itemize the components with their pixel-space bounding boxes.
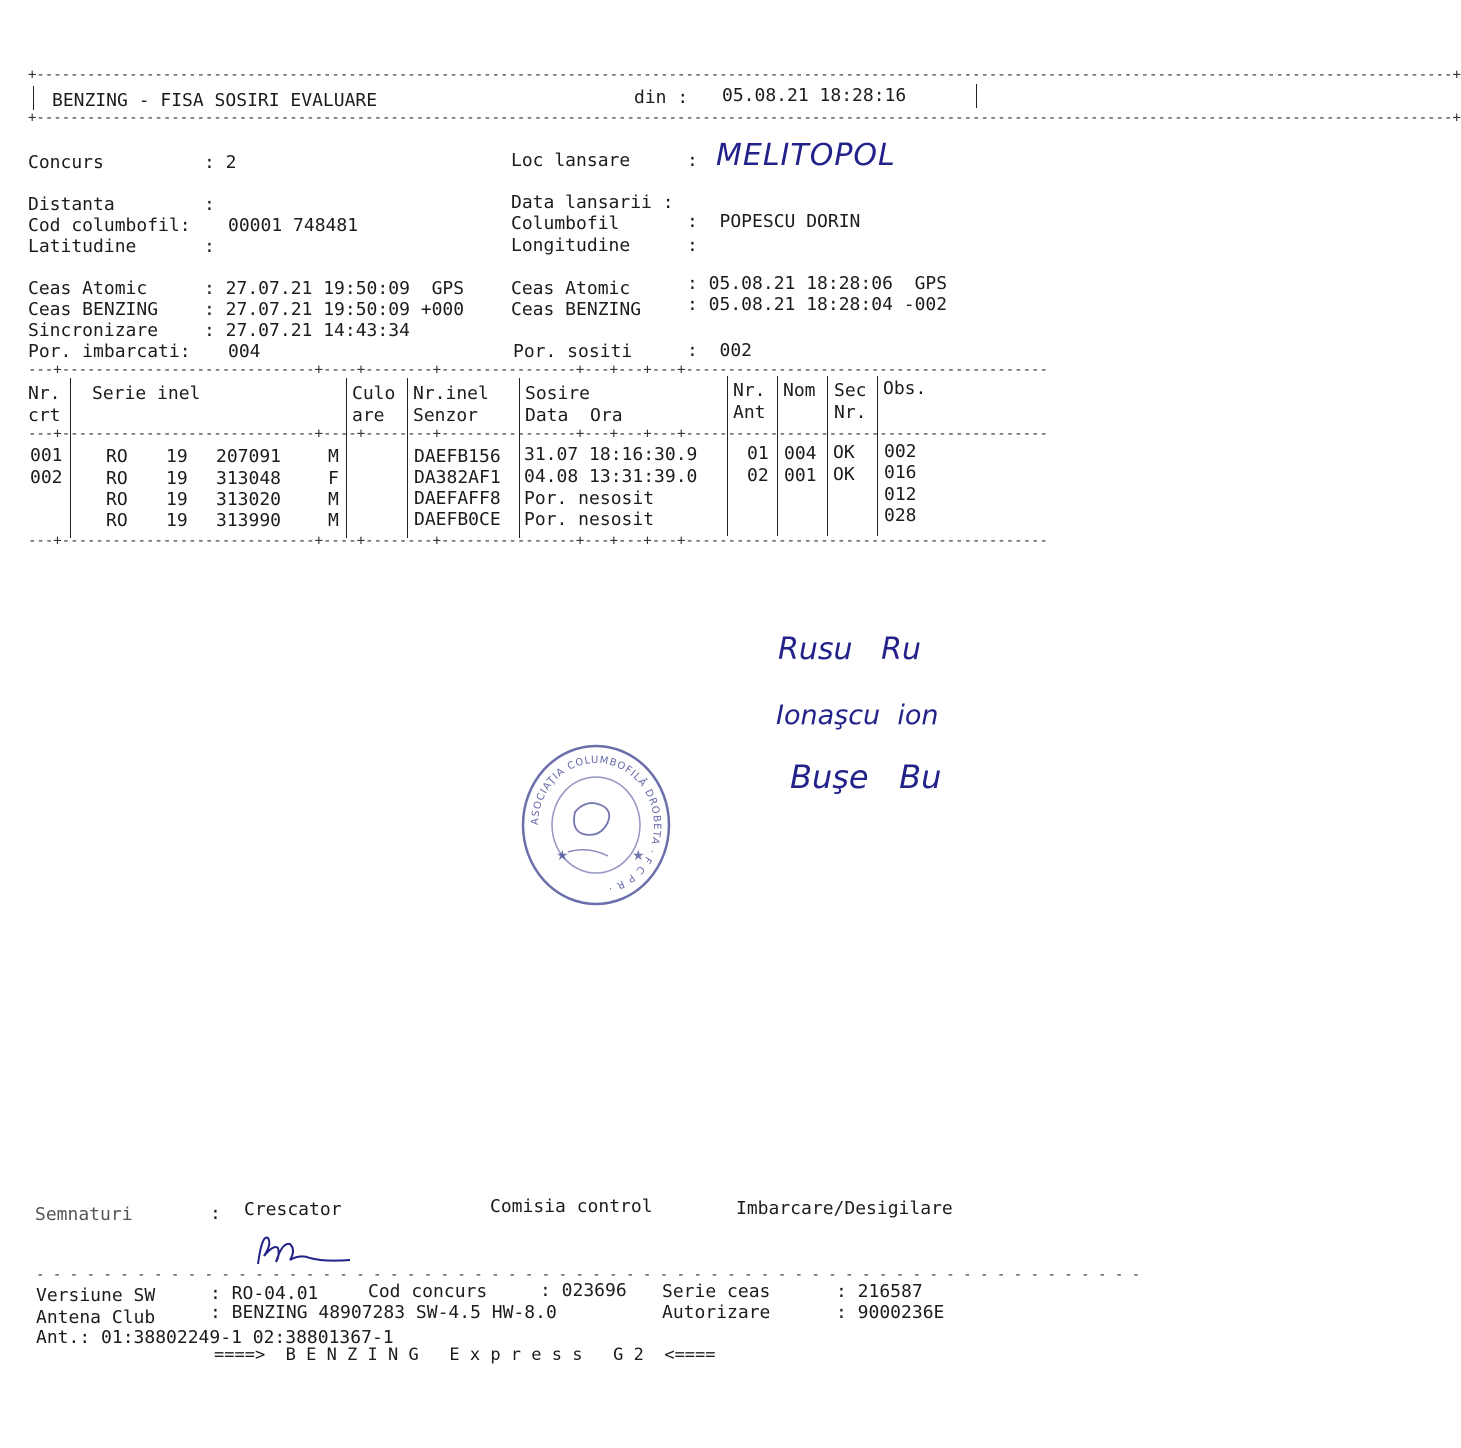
- longitudine-label: Longitudine: [511, 235, 631, 256]
- row4-year: 19: [166, 510, 188, 531]
- th-serie-inel: Serie inel: [92, 383, 201, 404]
- por-sositi-value: : 002: [687, 340, 753, 361]
- row2-ring: 313048: [216, 468, 282, 489]
- row4-arrival: Por. nesosit: [524, 509, 655, 530]
- row4-ring: 313990: [216, 510, 282, 531]
- ceas-atomic-left-value: : 27.07.21 19:50:09 GPS: [204, 278, 465, 299]
- crescator-label: Crescator: [244, 1199, 342, 1220]
- columbofil-label: Columbofil: [511, 213, 620, 234]
- row2-country: RO: [106, 468, 128, 489]
- distanta-label: Distanta: [28, 194, 115, 215]
- th-nr-ant: Nr. Ant: [733, 380, 766, 423]
- cod-concurs-value: : 023696: [540, 1280, 627, 1301]
- header-title: BENZING - FISA SOSIRI EVALUARE: [52, 90, 378, 111]
- imbarcare-desigilare-label: Imbarcare/Desigilare: [736, 1198, 953, 1219]
- autorizare-label: Autorizare: [662, 1302, 771, 1323]
- row2-arrival: 04.08 13:31:39.0: [524, 466, 698, 487]
- row1-country: RO: [106, 446, 128, 467]
- svg-text:★: ★: [556, 848, 569, 864]
- th-nr-crt: Nr. crt: [28, 383, 61, 426]
- col-bar-1: [70, 378, 71, 538]
- header-bottom-border: +------------------------------------------------------------------------------------------------------------------------------------------------------------------------+: [28, 110, 1461, 126]
- svg-text:ASOCIAŢIA COLUMBOFILĂ DROBETA: ASOCIAŢIA COLUMBOFILĂ DROBETA · F C P R ·: [529, 754, 663, 894]
- ceas-benzing-left-value: : 27.07.21 19:50:09 +000: [204, 299, 465, 320]
- header-din-value: 05.08.21 18:28:16: [722, 85, 907, 106]
- table-top-border: ---+------------------------------+----+--------+----------------+---+---+---+-------------------------------------------: [28, 362, 1048, 378]
- cod-columbofil-label: Cod columbofil:: [28, 215, 191, 236]
- row1-year: 19: [166, 446, 188, 467]
- por-imbarcati-label: Por. imbarcati:: [28, 341, 191, 362]
- th-obs: Obs.: [883, 378, 927, 399]
- row1-sex: M: [328, 446, 339, 467]
- handwritten-name-2: Ionaşcu ion: [776, 700, 939, 731]
- row1-ant: 01: [747, 443, 769, 464]
- sincronizare-value: : 27.07.21 14:43:34: [204, 320, 410, 341]
- loc-lansare-label: Loc lansare: [511, 150, 631, 171]
- antena-club-value: : BENZING 48907283 SW-4.5 HW-8.0: [210, 1302, 557, 1323]
- por-imbarcati-value: 004: [228, 341, 261, 362]
- sincronizare-label: Sincronizare: [28, 320, 159, 341]
- col-bar-5: [727, 376, 728, 536]
- th-sec-nr: Sec Nr.: [834, 380, 867, 423]
- row1-nom: 004: [784, 443, 817, 464]
- latitudine-sep: :: [204, 236, 215, 257]
- longitudine-sep: :: [687, 235, 698, 256]
- cod-concurs-label: Cod concurs: [368, 1281, 488, 1302]
- row1-obs: 002: [884, 441, 917, 462]
- col-bar-7: [827, 376, 828, 536]
- row2-year: 19: [166, 468, 188, 489]
- row3-obs: 012: [884, 484, 917, 505]
- header-left-bar: [33, 86, 34, 110]
- row1-arrival: 31.07 18:16:30.9: [524, 444, 698, 465]
- header-right-bar: [976, 84, 977, 108]
- row2-sensor: DA382AF1: [414, 467, 501, 488]
- row4-sensor: DAEFB0CE: [414, 509, 501, 530]
- ceas-atomic-right-value: : 05.08.21 18:28:06 GPS: [687, 273, 948, 294]
- benzing-brand-line: ====> B E N Z I N G E x p r e s s G 2 <====: [214, 1345, 716, 1365]
- ceas-benzing-left-label: Ceas BENZING: [28, 299, 159, 320]
- row2-nom: 001: [784, 465, 817, 486]
- row4-obs: 028: [884, 505, 917, 526]
- antennas-line: Ant.: 01:38802249-1 02:38801367-1: [36, 1327, 394, 1348]
- table-header-separator: ---+------------------------------+----+--------+----------------+---+---+---+-------------------------------------------: [28, 426, 1048, 442]
- antena-club-label: Antena Club: [36, 1307, 156, 1328]
- col-bar-2: [346, 378, 347, 538]
- concurs-label: Concurs: [28, 152, 104, 173]
- table-bottom-border: ---+------------------------------+----+--------+----------------+---+---+---+-------------------------------------------: [28, 533, 1048, 549]
- row3-sensor: DAEFAFF8: [414, 488, 501, 509]
- header-top-border: +------------------------------------------------------------------------------------------------------------------------------------------------------------------------+: [28, 67, 1461, 83]
- row2-sex: F: [328, 468, 339, 489]
- row1-sensor: DAEFB156: [414, 446, 501, 467]
- row2-sec: OK: [833, 464, 855, 485]
- columbofil-value: : POPESCU DORIN: [687, 211, 861, 232]
- ceas-atomic-left-label: Ceas Atomic: [28, 278, 148, 299]
- handwritten-name-3: Buşe Bu: [790, 758, 942, 796]
- row3-ring: 313020: [216, 489, 282, 510]
- row3-sex: M: [328, 489, 339, 510]
- versiune-sw-value: : RO-04.01: [210, 1283, 319, 1304]
- footer-divider: - - - - - - - - - - - - - - - - - - - - - - - - - - - - - - - - - - - - - - - - - - - - - - - - - - - - - - - - - - - - - - - - - -: [36, 1267, 1141, 1283]
- versiune-sw-label: Versiune SW: [36, 1285, 156, 1306]
- th-nr-inel-senzor: Nr.inel Senzor: [413, 383, 489, 426]
- col-bar-3: [407, 378, 408, 538]
- handwritten-name-1: Rusu Ru: [778, 632, 921, 667]
- col-bar-8: [877, 376, 878, 536]
- row1-crt: 001: [30, 445, 63, 466]
- por-sositi-label: Por. sositi: [513, 341, 633, 362]
- header-din-label: din :: [634, 87, 689, 108]
- cod-columbofil-value: 00001 748481: [228, 215, 359, 236]
- row1-ring: 207091: [216, 446, 282, 467]
- col-bar-4: [519, 378, 520, 538]
- club-stamp: [520, 742, 672, 908]
- row3-country: RO: [106, 489, 128, 510]
- th-culoare: Culo are: [352, 383, 396, 426]
- semnaturi-label: Semnaturi: [35, 1204, 133, 1225]
- th-nom: Nom: [783, 380, 816, 401]
- row2-crt: 002: [30, 467, 63, 488]
- ceas-benzing-right-label: Ceas BENZING: [511, 299, 642, 320]
- th-sosire: Sosire Data Ora: [525, 383, 623, 426]
- data-lansarii-label: Data lansarii :: [511, 192, 674, 213]
- comisia-control-label: Comisia control: [490, 1196, 653, 1217]
- latitudine-label: Latitudine: [28, 236, 137, 257]
- semnaturi-sep: :: [210, 1203, 221, 1224]
- loc-lansare-sep: :: [687, 150, 698, 171]
- concurs-value: : 2: [204, 152, 237, 173]
- row4-country: RO: [106, 510, 128, 531]
- ceas-atomic-right-label: Ceas Atomic: [511, 278, 631, 299]
- ceas-benzing-right-value: : 05.08.21 18:28:04 -002: [687, 294, 948, 315]
- svg-text:★: ★: [632, 848, 645, 864]
- serie-ceas-label: Serie ceas: [662, 1281, 771, 1302]
- row4-sex: M: [328, 510, 339, 531]
- row1-sec: OK: [833, 442, 855, 463]
- serie-ceas-value: : 216587: [836, 1281, 923, 1302]
- autorizare-value: : 9000236E: [836, 1302, 945, 1323]
- distanta-sep: :: [204, 194, 215, 215]
- row2-ant: 02: [747, 465, 769, 486]
- row3-arrival: Por. nesosit: [524, 488, 655, 509]
- loc-lansare-handwritten: MELITOPOL: [716, 138, 896, 173]
- row2-obs: 016: [884, 462, 917, 483]
- row3-year: 19: [166, 489, 188, 510]
- club-stamp-seal: [520, 742, 672, 908]
- col-bar-6: [777, 376, 778, 536]
